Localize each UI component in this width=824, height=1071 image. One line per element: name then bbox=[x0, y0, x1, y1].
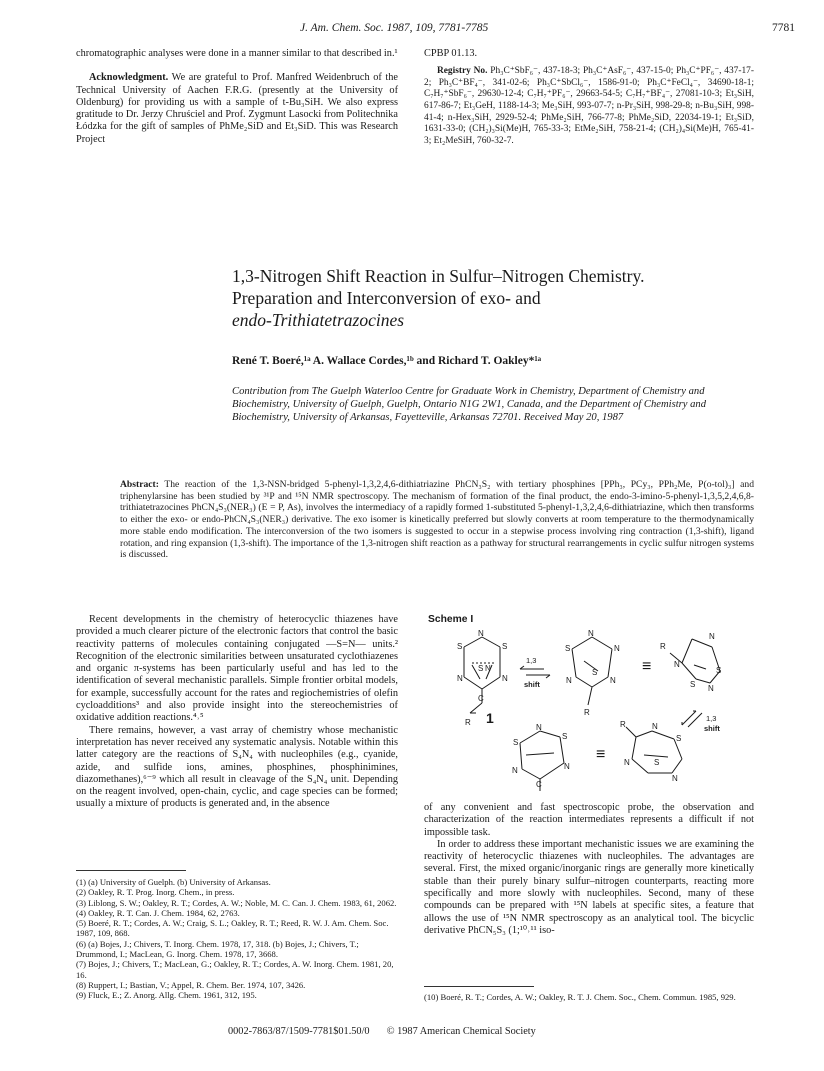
atom-label: S bbox=[654, 758, 660, 767]
footnote: (4) Oakley, R. T. Can. J. Chem. 1984, 62, 2763. bbox=[76, 907, 240, 918]
atom-label: N bbox=[457, 674, 463, 683]
atom-label: S bbox=[502, 642, 508, 651]
atom-label: R bbox=[465, 718, 471, 727]
page-number: 7781 bbox=[772, 22, 795, 34]
cpbp-text: CPBP 01.13. bbox=[424, 48, 478, 59]
registry-label: Registry No. bbox=[437, 66, 488, 77]
atom-label: R bbox=[620, 720, 626, 729]
atom-label: N bbox=[536, 723, 542, 732]
atom-label: N bbox=[614, 644, 620, 653]
title-line-3: endo-Trithiatetrazocines bbox=[232, 310, 405, 330]
acknowledgment bbox=[76, 72, 398, 146]
footer bbox=[228, 1026, 536, 1037]
body-right-column bbox=[424, 802, 754, 937]
atom-label: N bbox=[709, 632, 715, 641]
shift-number: 1,3 bbox=[526, 656, 537, 665]
ack-label: Acknowledgment. bbox=[89, 72, 169, 84]
prev-article-right bbox=[424, 48, 754, 147]
body-paragraph: of any convenient and fast spectroscopic probe, the observation and characterization of the reaction intermediates represents a difficult if not impossible task. bbox=[424, 802, 754, 838]
journal-header: J. Am. Chem. Soc. 1987, 109, 7781-7785 bbox=[300, 22, 489, 34]
atom-label: N bbox=[708, 684, 714, 693]
authors: René T. Boeré,¹ᵃ A. Wallace Cordes,¹ᵇ and Richard T. Oakley*¹ᵃ bbox=[232, 355, 542, 367]
atom-label: S bbox=[690, 680, 696, 689]
footer-code: 0002-7863/87/1509-7781$01.50/0 bbox=[228, 1026, 370, 1037]
atom-label: N bbox=[478, 629, 484, 638]
atom-label: N bbox=[674, 660, 680, 669]
article-title bbox=[232, 265, 772, 331]
atom-label: S bbox=[478, 664, 484, 673]
atom-label: N bbox=[564, 762, 570, 771]
scheme-label: Scheme I bbox=[428, 614, 474, 625]
atom-label: S bbox=[592, 668, 598, 677]
equiv-sign: ≡ bbox=[642, 658, 652, 675]
atom-label: N bbox=[485, 664, 491, 673]
equiv-sign: ≡ bbox=[596, 746, 606, 763]
atom-label: S bbox=[716, 666, 722, 675]
abstract-label: Abstract: bbox=[120, 479, 159, 490]
atom-label: C bbox=[536, 780, 542, 789]
atom-label: S bbox=[676, 734, 682, 743]
ack-text: We are grateful to Prof. Manfred Weidenbruch of the Technical University of Aachen F.R.G. (presently at the University of Oldenburg) for providing us with a sample of t-Bu₃SiH. We also express gratitude to Dr. Jerzy Chruściel and Prof. Zygmunt Lasocki from Politechnika Łódzka for the gift of samples of PhMe₂SiD and Et₃SiD. This was Research Project bbox=[76, 72, 398, 145]
abstract bbox=[120, 479, 754, 561]
atom-label: N bbox=[610, 676, 616, 685]
atom-label: N bbox=[672, 774, 678, 783]
registry-text: Ph₃C⁺SbF₆⁻, 437-18-3; Ph₃C⁺AsF₆⁻, 437-15-0; Ph₃C⁺PF₆⁻, 437-17-2; Ph₃C⁺BF₄⁻, 341-02-6; Ph₃C⁺SbCl₆⁻, 1586-91-0; Ph₃C⁺FeCl₄⁻, 34690-18-1; C₇H₇⁺SbF₆⁻, 29630-12-4; C₇H₇⁺PF₆⁻, 29663-54-5; C₇H₇⁺BF₄⁻, 27081-10-3; Et₃SiH, 617-86-7; Et₃GeH, 1188-14-3; Me₃SiH, 993-07-7; n-Pr₃SiH, 998-29-8; n-Bu₃SiH, 998-41-4; n-Hex₃SiH, 2929-52-4; PhMe₂SiH, 766-77-8; PhMe₂SiD, 22034-19-1; Et₃SiD, 1631-33-0; (CH₂)₃Si(Me)H, 765-33-3; EtMe₂SiH, 758-21-4; (CH₂)₄Si(Me)H, 765-41-3; Et₂MeSiH, 760-32-7. bbox=[424, 66, 754, 146]
atom-label: N bbox=[512, 766, 518, 775]
footnote: (3) Liblong, S. W.; Oakley, R. T.; Cordes, A. W.; Noble, M. C. Can. J. Chem. 1983, 61, 2062. bbox=[76, 897, 397, 908]
footnote: (5) Boeré, R. T.; Cordes, A. W.; Craig, S. L.; Oakley, R. T.; Reed, R. W. J. Am. Chem. Soc. 1987, 109, 868. bbox=[76, 918, 389, 939]
atom-label: N bbox=[588, 629, 594, 638]
title-line-2: Preparation and Interconversion of exo- and bbox=[232, 288, 541, 308]
body-paragraph: In order to address these important mechanistic issues we are examining the reactivity of heterocyclic thiazenes with nucleophiles. The advantages are several. First, the mixed organic/inorganic rings are generally more kinetically stable than their purely binary sulfur–nitrogen counterparts, reacting more specifically and more slowly with nucleophiles. Second, many of these compounds can be prepared with ¹⁵N labels at specific sites, a feature that allows the use of ¹⁵N NMR spectroscopy as an analytical tool. The bicyclic derivative PhCN₅S₃ (1;¹⁰˒¹¹ iso- bbox=[424, 838, 754, 936]
body-left-column bbox=[76, 614, 398, 811]
prev-article-left bbox=[76, 48, 398, 146]
scheme-diagram bbox=[420, 625, 760, 797]
atom-label: S bbox=[513, 738, 519, 747]
atom-label: S bbox=[565, 644, 571, 653]
atom-label: R bbox=[584, 708, 590, 717]
prev-text: chromatographic analyses were done in a manner similar to that described in.¹ bbox=[76, 48, 398, 59]
footnote: (8) Ruppert, I.; Bastian, V.; Appel, R. Chem. Ber. 1974, 107, 3426. bbox=[76, 979, 306, 990]
atom-label: N bbox=[652, 722, 658, 731]
shift-word: shift bbox=[524, 680, 540, 689]
footnote: (1) (a) University of Guelph. (b) University of Arkansas. bbox=[76, 877, 271, 887]
affiliation: Contribution from The Guelph Waterloo Centre for Graduate Work in Chemistry, Department of Chemistry and Biochemistry, University of Guelph, Guelph, Ontario N1G 2W1, Canada, and the Department of Chemistry and Biochemistry, University of Arkansas, Fayetteville, Arkansas 72701. Received May 20, 1987 bbox=[232, 386, 707, 424]
atom-label: R bbox=[660, 642, 666, 651]
footnote: (7) Bojes, J.; Chivers, T.; MacLean, G.; Oakley, R. T.; Cordes, A. W. Inorg. Chem. 1981, 20, 16. bbox=[76, 959, 394, 980]
title-line-1: 1,3-Nitrogen Shift Reaction in Sulfur–Nitrogen Chemistry. bbox=[232, 266, 645, 286]
registry-numbers bbox=[424, 66, 754, 147]
footer-copyright: © 1987 American Chemical Society bbox=[386, 1026, 536, 1037]
footnote: (9) Fluck, E.; Z. Anorg. Allg. Chem. 1961, 312, 195. bbox=[76, 990, 257, 1001]
footnote: (6) (a) Bojes, J.; Chivers, T. Inorg. Chem. 1978, 17, 318. (b) Bojes, J.; Chivers, T.; Drummond, I.; MacLean, G. Inorg. Chem. 1978, 17, 3668. bbox=[76, 938, 359, 960]
body-paragraph: Recent developments in the chemistry of heterocyclic thiazenes have provided a much clearer picture of the electronic factors that control the basic reactivity patterns of molecules containing conjugated —S=N— units.² Recognition of the electronic similarities between unsaturated cyclothiazenes and organic π-systems has been particularly useful and has led to the identification of several mechanistic parallels. Simple frontier orbital models, for example, successfully account for the rates and regiochemistries of olefin cycloadditions³ and also provide insight into the stereochemistries of oxidative addition reactions.⁴˒⁵ bbox=[76, 614, 398, 724]
footnotes bbox=[76, 877, 398, 1001]
atom-label: C bbox=[478, 694, 484, 703]
atom-label: S bbox=[457, 642, 463, 651]
footnote: (2) Oakley, R. T. Prog. Inorg. Chem., in press. bbox=[76, 887, 235, 898]
atom-label: S bbox=[562, 732, 568, 741]
abstract-text: The reaction of the 1,3-NSN-bridged 5-phenyl-1,3,2,4,6-dithiatriazine PhCN₃S₂ with tertiary phosphines [PPh₃, PCy₃, PPh₂Me, P(o-tol)₃] and triphenylarsine has been studied by ³¹P and ¹⁵N NMR spectroscopy. The mechanism of formation of the final product, the endo-3-imino-5-phenyl-1,3,5,2,4,6,8-trithiatetrazocines PhCN₄S₃(NER₃) (E = P, As), involves the intermediacy of a rapidly formed 1-substituted 5-phenyl-1,3,2,4,6-dithiatriazine, which then transforms to either the exo- or endo-PhCN₄S₃(NER₃) derivative. The exo isomer is kinetically preferred but slowly converts at room temperature to the thermodynamically more stable endo modification. The interconversion of the two isomers is suggested to occur in a stepwise process involving ring contraction (1,3-shift), ligand rotation, and ring expansion (1,3-shift). The importance of the 1,3-nitrogen shift reaction as a pathway for structural rearrangements in cyclic sulfur nitrogen systems is discussed. bbox=[120, 479, 754, 561]
footnote-rule bbox=[424, 986, 534, 987]
atom-label: N bbox=[502, 674, 508, 683]
body-paragraph: There remains, however, a vast array of chemistry whose mechanistic interpretation has never received any systematic analysis. Notable within this latter category are the reactions of S₄N₄ with nucleophiles (e.g., cyanide, azide, and sulfide ions, amines, phosphines, phosphinimines, diazomethanes),⁶⁻⁹ which all result in cleavage of the S₄N₄ unit. Depending on the reagent involved, open-chain, cyclic, and cage species can be formed; usually a mixture of products is generated and, in the absence bbox=[76, 724, 398, 810]
compound-number: 1 bbox=[486, 710, 494, 726]
footnote: (10) Boeré, R. T.; Cordes, A. W.; Oakley, R. T. J. Chem. Soc., Chem. Commun. 1985, 929. bbox=[424, 992, 736, 1002]
shift-number: 1,3 bbox=[706, 714, 717, 723]
atom-label: N bbox=[624, 758, 630, 767]
shift-word: shift bbox=[704, 724, 720, 733]
footnote-rule bbox=[76, 870, 186, 871]
atom-label: N bbox=[566, 676, 572, 685]
